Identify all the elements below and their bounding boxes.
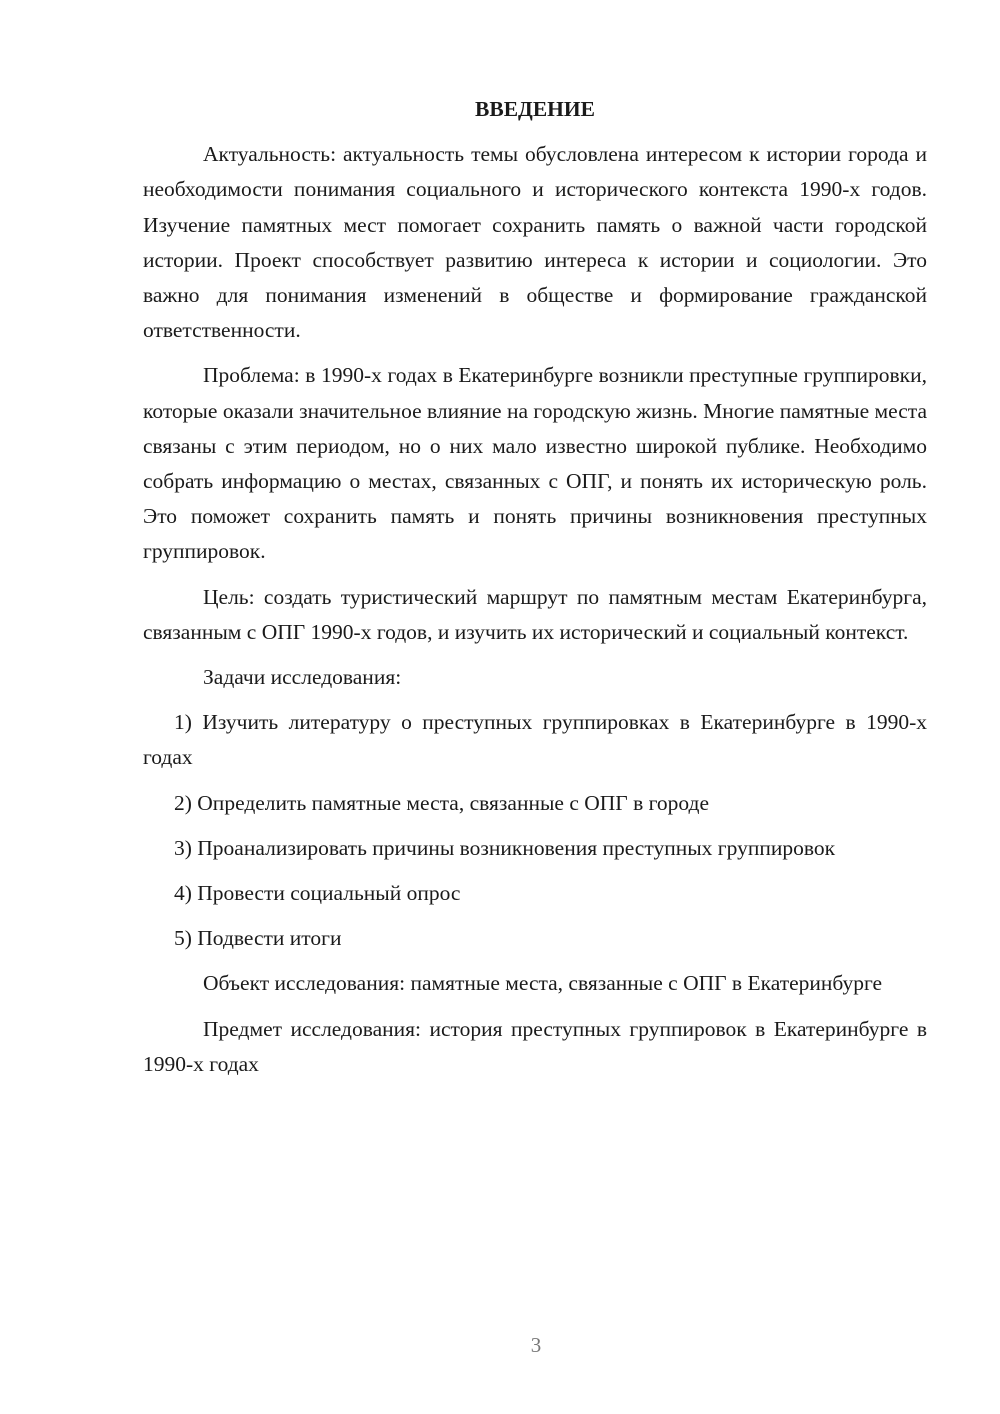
paragraph-relevance: Актуальность: актуальность темы обусловлена интересом к истории города и необходимости понимания социального и исторического контекста 1990-х годов. Изучение памятных мест помогает сохранить память о важной части городской истории. Проект способствует развитию интереса к истории и социологии. Это важно для понимания изменений в обществе и формирование гражданской ответственности.	[143, 142, 927, 343]
task-item-5: 5) Подвести итоги	[174, 926, 342, 951]
paragraph-subject: Предмет исследования: история преступных группировок в Екатеринбурге в 1990-х годах	[143, 1016, 927, 1076]
tasks-heading: Задачи исследования:	[203, 665, 402, 690]
task-item-3: 3) Проанализировать причины возникновения преступных группировок	[174, 835, 836, 860]
document-page	[143, 92, 927, 1092]
document-title: ВВЕДЕНИЕ	[475, 97, 595, 121]
paragraph-problem: Проблема: в 1990-х годах в Екатеринбурге возникли преступные группировки, которые оказали значительное влияние на городскую жизнь. Многие памятные места связаны с этим периодом, но о них мало известно широкой публике. Необходимо собрать информацию о местах, связанных с ОПГ, и понять их историческую роль. Это поможет сохранить память и понять причины возникновения преступных группировок.	[143, 363, 927, 564]
task-item-1: 1) Изучить литературу о преступных группировках в Екатеринбурге в 1990-х годах	[143, 710, 927, 770]
paragraph-goal: Цель: создать туристический маршрут по памятным местам Екатеринбурга, связанным с ОПГ 1990-х годов, и изучить их исторический и социальный контекст.	[143, 584, 927, 644]
task-item-2: 2) Определить памятные места, связанные с ОПГ в городе	[174, 790, 710, 815]
task-item-4: 4) Провести социальный опрос	[174, 881, 461, 906]
page-number: 3	[530, 1333, 542, 1357]
paragraph-object: Объект исследования: памятные места, связанные с ОПГ в Екатеринбурге	[203, 971, 883, 996]
tasks-list	[143, 705, 927, 956]
